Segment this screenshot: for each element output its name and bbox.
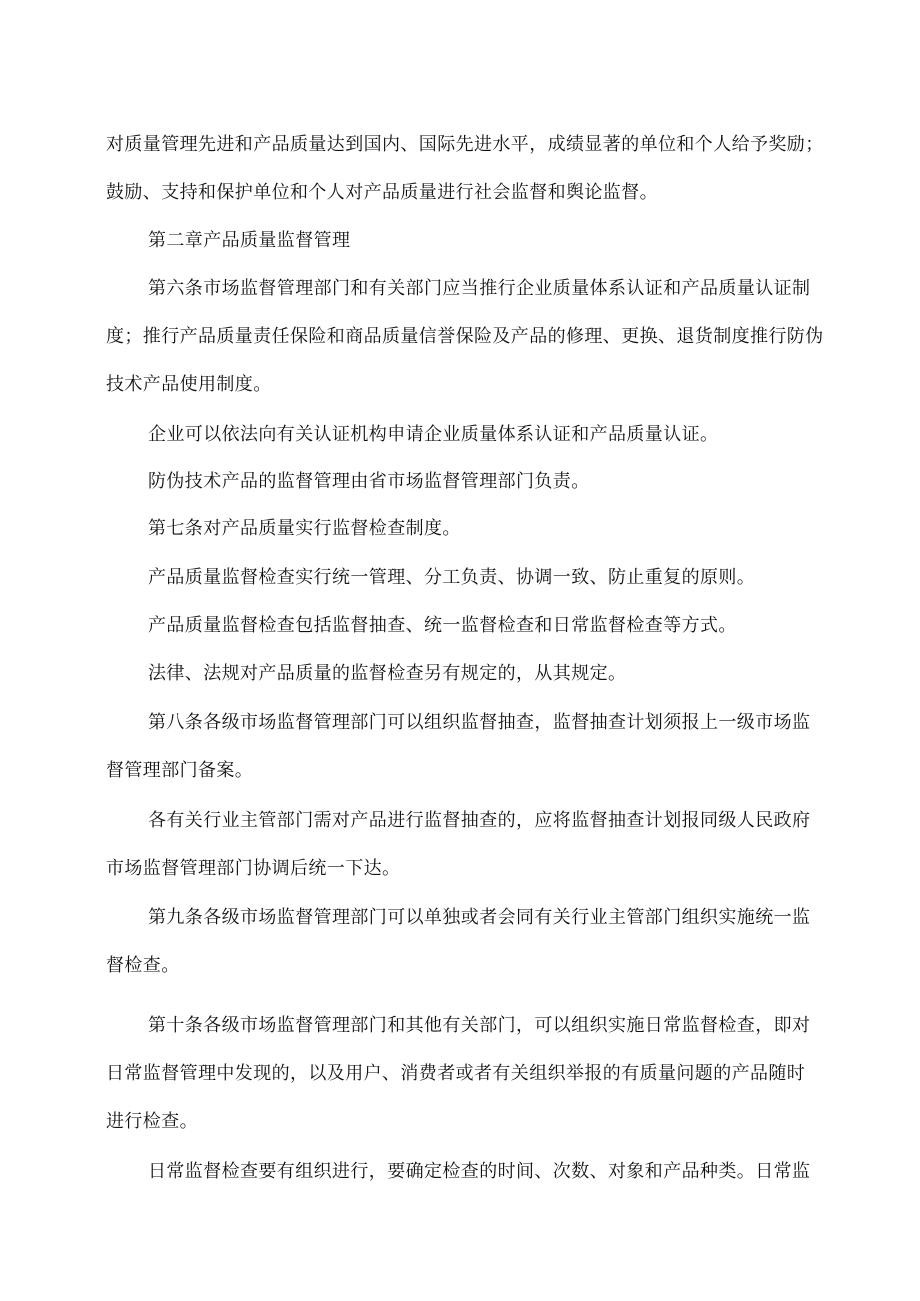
article-6-line-2: 技术产品使用制度。 xyxy=(106,374,272,395)
chapter-heading: 第二章产品质量监督管理 xyxy=(148,230,351,251)
article-6-line-1: 度；推行产品质量责任保险和商品质量信誉保险及产品的修理、更换、退货制度推行防伪 xyxy=(106,326,824,347)
paragraph-3-line-0: 企业可以依法向有关认证机构申请企业质量体系认证和产品质量认证。 xyxy=(148,424,719,445)
paragraph-4-line-0: 防伪技术产品的监督管理由省市场监督管理部门负责。 xyxy=(148,471,590,492)
article-9-line-0: 第九条各级市场监督管理部门可以单独或者会同有关行业主管部门组织实施统一监 xyxy=(148,907,811,928)
article-7-line-0: 第七条对产品质量实行监督检查制度。 xyxy=(148,518,461,539)
paragraph-8-line-0: 法律、法规对产品质量的监督检查另有规定的，从其规定。 xyxy=(148,663,627,684)
article-10-line-2: 进行检查。 xyxy=(106,1111,198,1132)
article-6-line-0: 第六条市场监督管理部门和有关部门应当推行企业质量体系认证和产品质量认证制 xyxy=(148,278,811,299)
article-8-line-0: 第八条各级市场监督管理部门可以组织监督抽查，监督抽查计划须报上一级市场监 xyxy=(148,712,811,733)
paragraph-7-line-0: 产品质量监督检查包括监督抽查、统一监督检查和日常监督检查等方式。 xyxy=(148,615,737,636)
paragraph-6-line-0: 产品质量监督检查实行统一管理、分工负责、协调一致、防止重复的原则。 xyxy=(148,567,756,588)
paragraph-13-line-0: 日常监督检查要有组织进行，要确定检查的时间、次数、对象和产品种类。日常监 xyxy=(148,1161,811,1182)
paragraph-0-line-0: 对质量管理先进和产品质量达到国内、国际先进水平，成绩显著的单位和个人给予奖励； xyxy=(106,134,824,155)
article-10-line-1: 日常监督管理中发现的，以及用户、消费者或者有关组织举报的有质量问题的产品随时 xyxy=(106,1063,806,1084)
paragraph-10-line-1: 市场监督管理部门协调后统一下达。 xyxy=(106,858,401,879)
article-9-line-1: 督检查。 xyxy=(106,955,180,976)
paragraph-0-line-1: 鼓励、支持和保护单位和个人对产品质量进行社会监督和舆论监督。 xyxy=(106,182,658,203)
paragraph-10-line-0: 各有关行业主管部门需对产品进行监督抽查的，应将监督抽查计划报同级人民政府 xyxy=(148,810,811,831)
article-10-line-0: 第十条各级市场监督管理部门和其他有关部门，可以组织实施日常监督检查，即对 xyxy=(148,1015,811,1036)
article-8-line-1: 督管理部门备案。 xyxy=(106,760,254,781)
